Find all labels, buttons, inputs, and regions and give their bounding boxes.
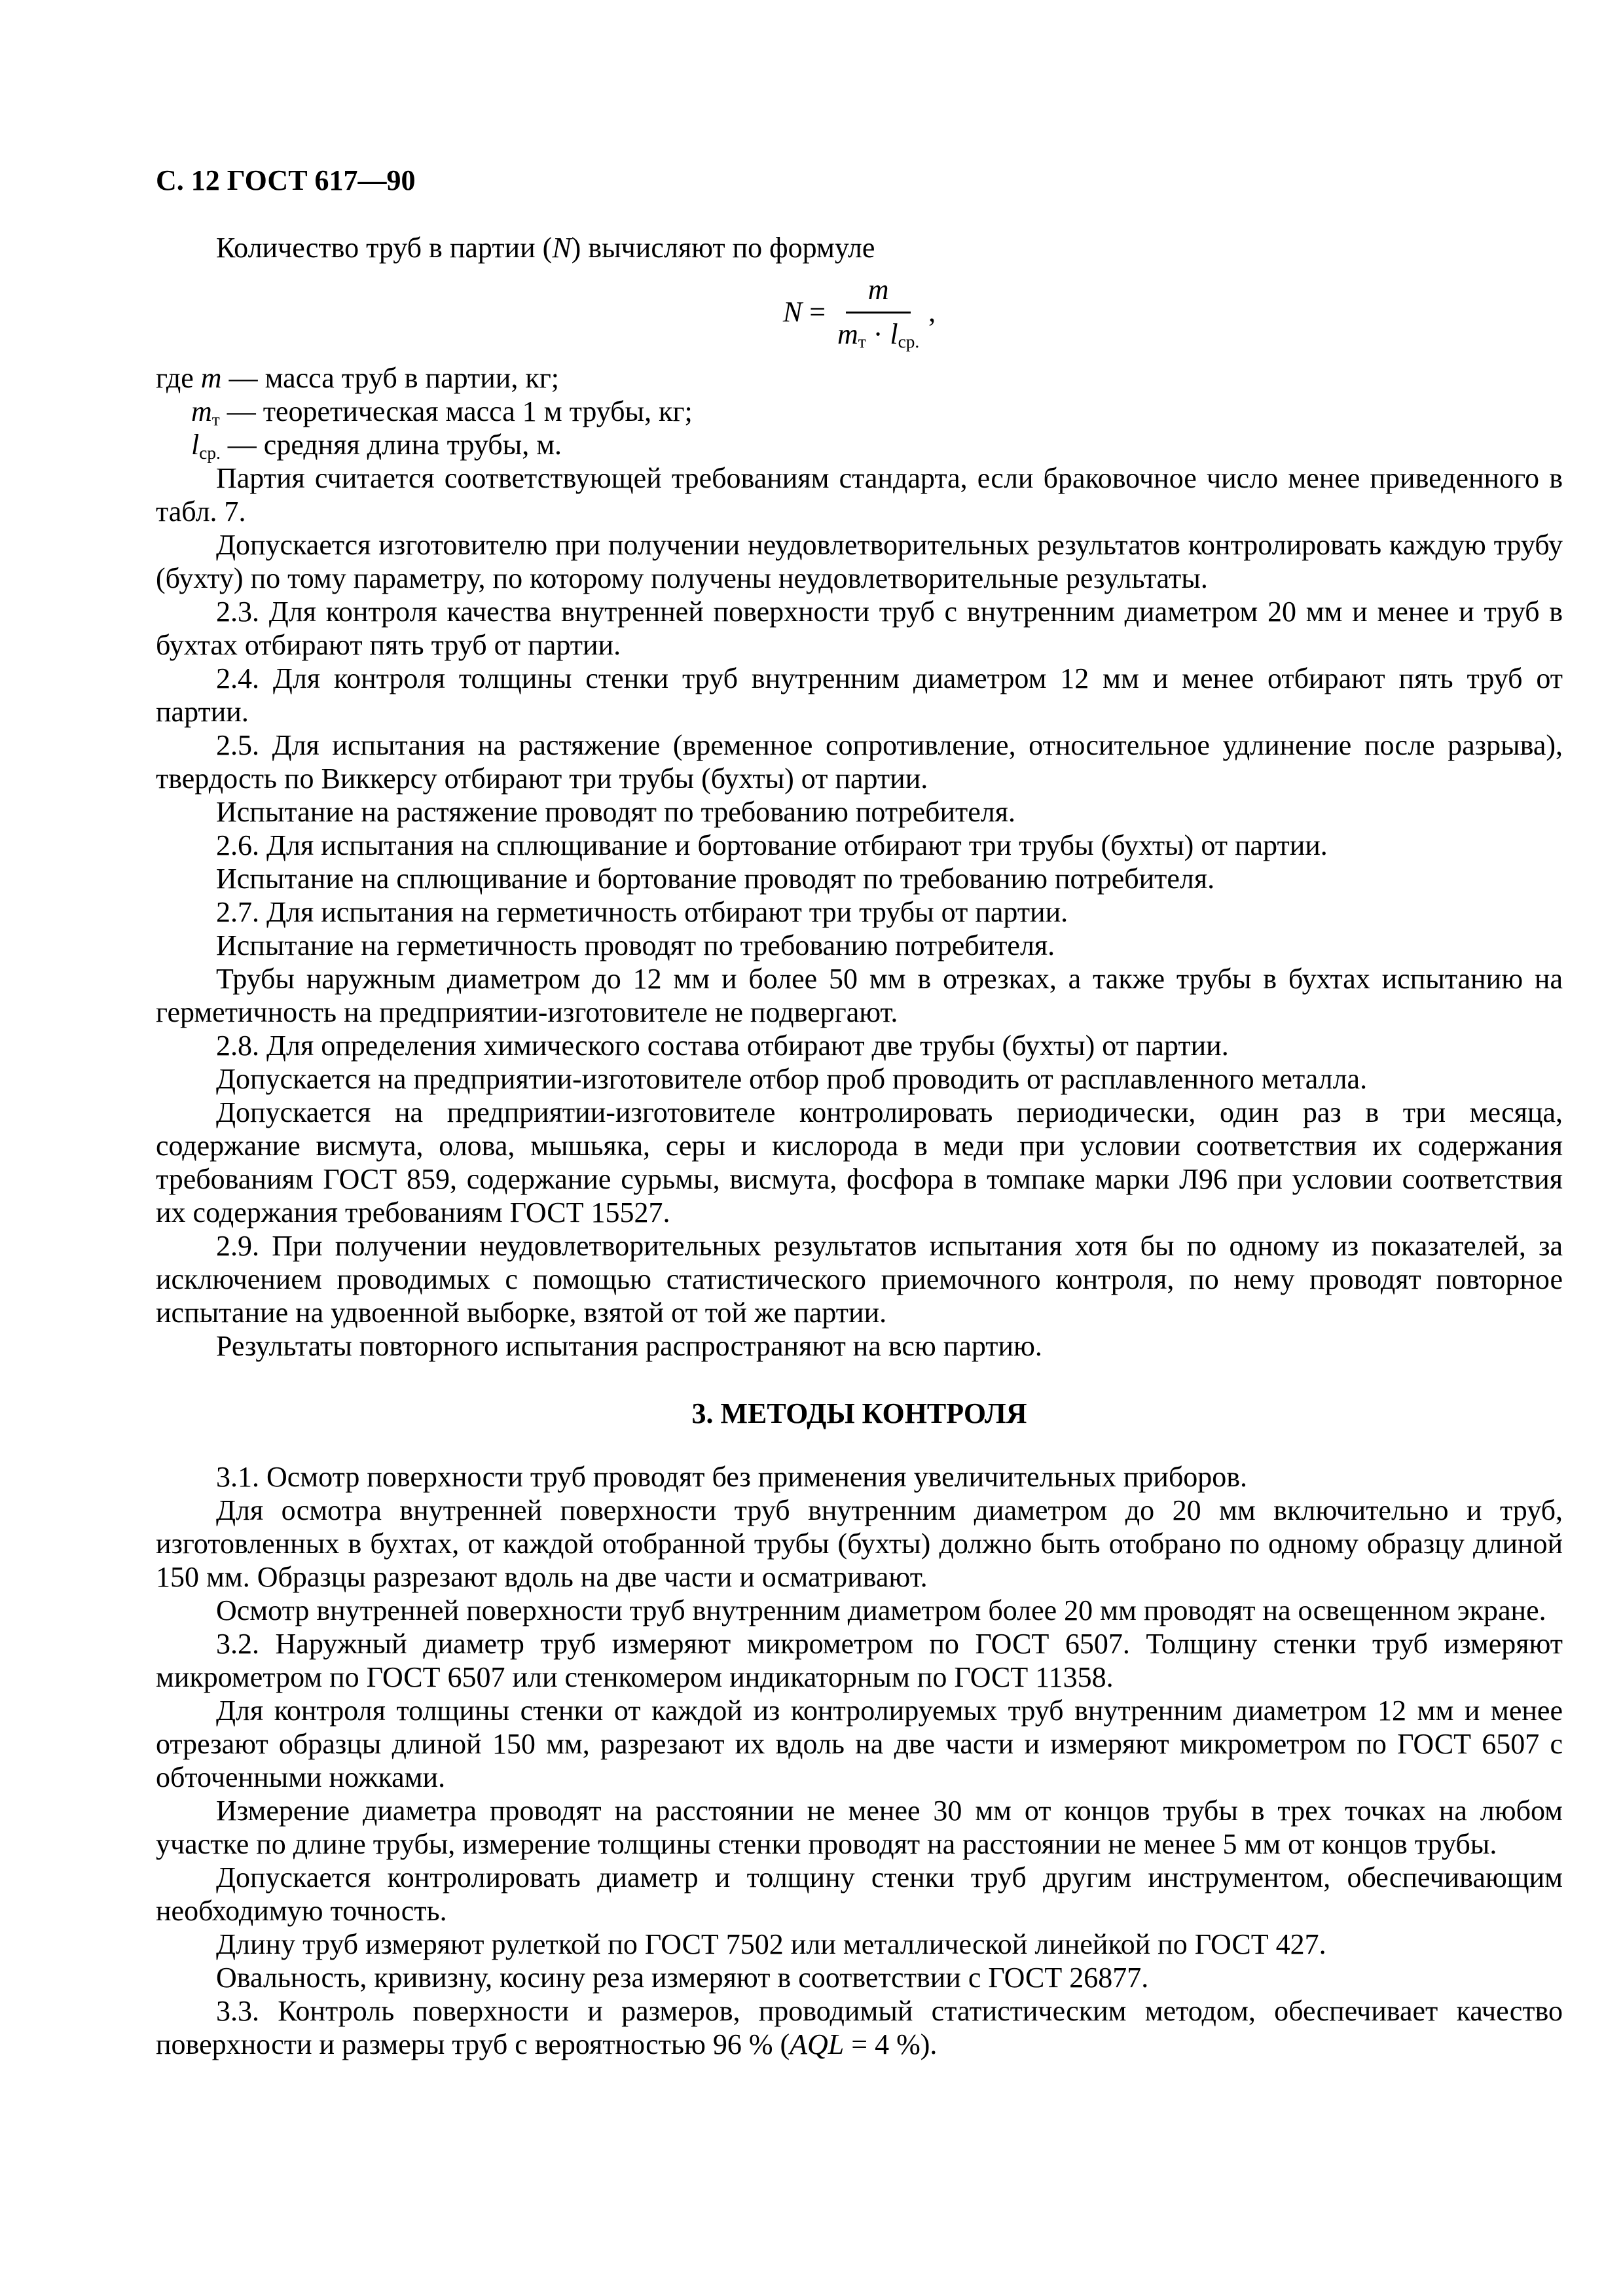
- paragraph: Для контроля толщины стенки от каждой из контролируемых труб внутренним диаметром 12 мм и менее отрезают образцы длиной 150 мм, разрезают их вдоль на две части и измеряют микрометром по ГОСТ 6507 с обточенными ножками.: [156, 1695, 1563, 1794]
- variable-N: N: [552, 232, 572, 264]
- definition-line: [156, 361, 1563, 395]
- intro-text-post: ) вычисляют по формуле: [571, 232, 875, 264]
- definition-line: [156, 395, 1563, 428]
- paragraph: Допускается контролировать диаметр и толщину стенки труб другим инструментом, обеспечивающим необходимую точность.: [156, 1861, 1563, 1928]
- paragraph: Испытание на сплющивание и бортование проводят по требованию потребителя.: [216, 863, 1215, 895]
- fraction-denominator: [837, 314, 919, 351]
- definition-description: — теоретическая масса 1 м трубы, кг;: [219, 395, 693, 428]
- paragraph: Длину труб измеряют рулеткой по ГОСТ 7502 или металлической линейкой по ГОСТ 427.: [216, 1928, 1326, 1961]
- paragraph: 3.1. Осмотр поверхности труб проводят без применения увеличительных приборов.: [216, 1461, 1247, 1494]
- subscript-sr: ср.: [898, 332, 920, 352]
- paragraph: Трубы наружным диаметром до 12 мм и более 50 мм в отрезках, а также трубы в бухтах испытанию на герметичность на предприятии-изготовителе не подвергают.: [156, 963, 1563, 1029]
- definition-variable: m: [200, 362, 222, 395]
- paragraph: Овальность, кривизну, косину реза измеряют в соответствии с ГОСТ 26877.: [216, 1962, 1149, 1994]
- definition-variable: m: [191, 395, 212, 428]
- definition-subscript: т: [211, 409, 220, 429]
- definition-variable: l: [191, 429, 200, 461]
- variable-AQL: AQL: [790, 2028, 845, 2061]
- definition-line: [156, 428, 1563, 461]
- paragraph: Для осмотра внутренней поверхности труб внутренним диаметром до 20 мм включительно и труб, изготовленных в бухтах, от каждой отобранной трубы (бухты) должно быть отобрано по одному образцу длиной 150 мм. Образцы разрезают вдоль на две части и осматривают.: [156, 1494, 1563, 1594]
- closing-paragraph: [156, 1994, 1563, 2061]
- paragraph: Результаты повторного испытания распространяют на всю партию.: [216, 1330, 1042, 1363]
- multiplication-dot: ·: [866, 317, 890, 350]
- page-header: С. 12 ГОСТ 617—90: [156, 164, 416, 196]
- formula-fraction: [837, 274, 919, 351]
- paragraph: Допускается изготовителю при получении неудовлетворительных результатов контролировать каждую трубу (бухту) по тому параметру, по которому получены неудовлетворительные результаты.: [156, 529, 1563, 595]
- paragraph: Испытание на герметичность проводят по требованию потребителя.: [216, 929, 1055, 962]
- paragraph: 2.4. Для контроля толщины стенки труб внутренним диаметром 12 мм и менее отбирают пять труб от партии.: [156, 662, 1563, 728]
- paragraph: 3.2. Наружный диаметр труб измеряют микрометром по ГОСТ 6507. Толщину стенки труб измеряют микрометром по ГОСТ 6507 или стенкомером индикаторным по ГОСТ 11358.: [156, 1628, 1563, 1694]
- formula-lhs: [783, 296, 826, 329]
- definition-subscript: ср.: [199, 442, 221, 463]
- paragraph: 2.3. Для контроля качества внутренней поверхности труб с внутренним диаметром 20 мм и менее и труб в бухтах отбирают пять труб от партии.: [156, 596, 1563, 662]
- paragraph: Испытание на растяжение проводят по требованию потребителя.: [216, 796, 1015, 829]
- paragraph: Допускается на предприятии-изготовителе отбор проб проводить от расплавленного металла.: [216, 1063, 1368, 1096]
- definition-description: — средняя длина трубы, м.: [220, 429, 562, 461]
- intro-text-pre: Количество труб в партии (: [216, 232, 553, 264]
- paragraph: 2.5. Для испытания на растяжение (временное сопротивление, относительное удлинение после разрыва), твердость по Виккерсу отбирают три трубы (бухты) от партии.: [156, 729, 1563, 795]
- paragraph: Осмотр внутренней поверхности труб внутренним диаметром более 20 мм проводят на освещенном экране.: [216, 1594, 1546, 1627]
- definition-prefix: где: [156, 362, 201, 395]
- paragraph: 2.9. При получении неудовлетворительных результатов испытания хотя бы по одному из показателей, за исключением проводимых с помощью статистического приемочного контроля, по нему проводят повторное испытание на удвоенной выборке, взятой от той же партии.: [156, 1230, 1563, 1329]
- closing-text-pre: 3.3. Контроль поверхности и размеров, проводимый статистическим методом, обеспечивает качество поверхности и размеры труб с вероятностью 96 % (: [156, 1995, 1563, 2061]
- variable-m-t: m: [837, 317, 858, 350]
- paragraph: 2.6. Для испытания на сплющивание и бортование отбирают три трубы (бухты) от партии.: [216, 829, 1328, 862]
- intro-paragraph: [156, 231, 1563, 264]
- paragraph: 2.8. Для определения химического состава отбирают две трубы (бухты) от партии.: [216, 1030, 1229, 1062]
- paragraph: 2.7. Для испытания на герметичность отбирают три трубы от партии.: [216, 896, 1068, 929]
- equals-sign: =: [802, 295, 826, 328]
- formula-variable-N: N: [782, 295, 803, 328]
- formula-block: [156, 274, 1563, 351]
- definition-description: — масса труб в партии, кг;: [221, 362, 559, 395]
- paragraph: Допускается на предприятии-изготовителе контролировать периодически, один раз в три месяца, содержание висмута, олова, мышьяка, серы и кислорода в меди при условии соответствия их содержания требованиям ГОСТ 859, содержание сурьмы, висмута, фосфора в томпаке марки Л96 при условии соответствия их содержания требованиям ГОСТ 15527.: [156, 1096, 1563, 1229]
- variable-m: m: [867, 274, 889, 306]
- subscript-t: т: [858, 332, 866, 352]
- formula-comma: ,: [928, 295, 936, 328]
- formula: [783, 274, 936, 351]
- fraction-numerator: [846, 274, 911, 314]
- closing-text-post: = 4 %).: [844, 2028, 938, 2061]
- section-heading: 3. МЕТОДЫ КОНТРОЛЯ: [691, 1397, 1027, 1430]
- paragraph: Измерение диаметра проводят на расстоянии не менее 30 мм от концов трубы в трех точках на любом участке по длине трубы, измерение толщины стенки проводят на расстоянии не менее 5 мм от концов трубы.: [156, 1795, 1563, 1861]
- variable-l-sr: l: [890, 317, 898, 350]
- paragraph: Партия считается соответствующей требованиям стандарта, если браковочное число менее приведенного в табл. 7.: [156, 462, 1563, 528]
